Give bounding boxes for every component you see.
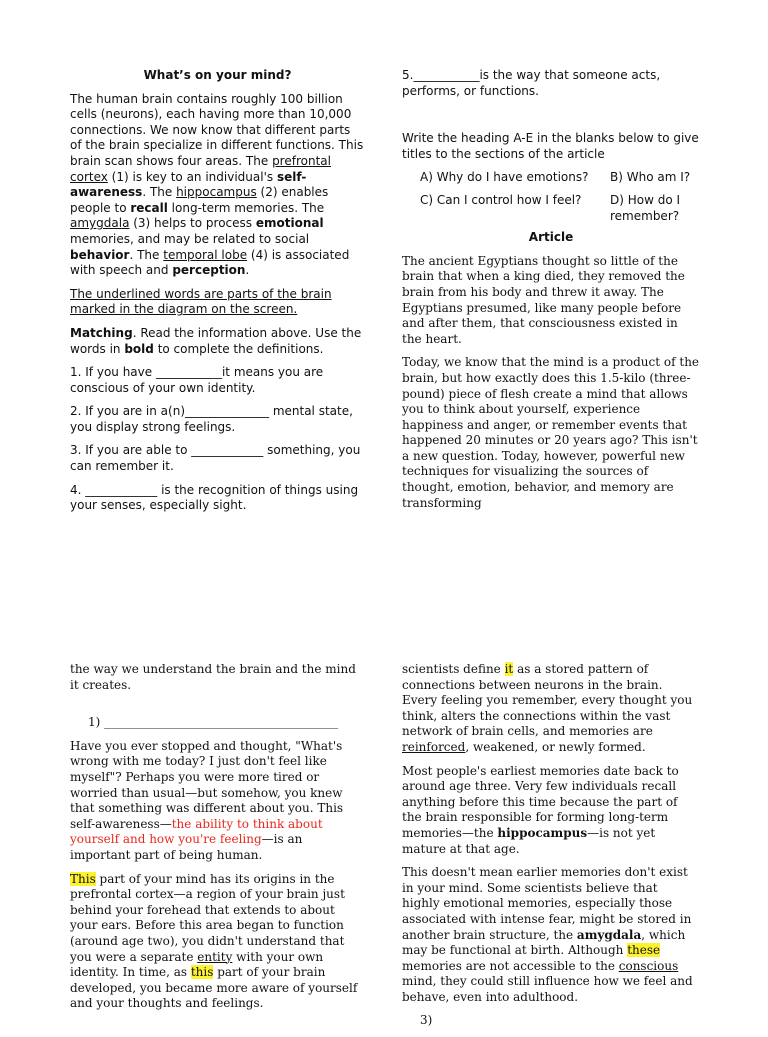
heading-options <box>420 170 700 224</box>
left-top-column <box>70 68 365 522</box>
question-5: 5.___________is the way that someone acts, performs, or functions. <box>402 68 661 98</box>
left-bottom-column <box>70 662 366 1020</box>
page-title: What’s on your mind? <box>143 68 292 82</box>
option-c: C) Can I control how I feel? <box>420 192 582 207</box>
question-1: 1. If you have ___________it means you are conscious of your own identity. <box>70 365 324 395</box>
heading-instructions: Write the heading A-E in the blanks below to give titles to the sections of the article <box>402 131 699 161</box>
underlined-note: The underlined words are parts of the brain marked in the diagram on the screen. <box>70 286 332 317</box>
prefrontal-paragraph: This part of your mind has its origins in the prefrontal cortex—a region of your brain just behind your forehead that extends to about your ears. Before this area began to function (around age two), you didn't understand that you were a separate entity with your own identity. In time, as this part of your brain developed, you became more aware of yourself and your thoughts and feelings. <box>70 871 358 1011</box>
earliest-memories-paragraph: Most people's earliest memories date back to around age three. Very few individuals recall anything before this time because the part of the brain responsible for forming long-term memories—the hippocampus—is not yet mature at that age. <box>402 763 679 856</box>
right-top-column <box>402 68 700 519</box>
intro-paragraph: The human brain contains roughly 100 billion cells (neurons), each having more than 10,000 connections. We now know that different parts of the brain specialize in different functions. This brain scan shows four areas. The prefrontal cortex (1) is key to an individual's self-awareness. The hippocampus (2) enables people to recall long-term memories. The amygdala (3) helps to process emotional memories, and may be related to social behavior. The temporal lobe (4) is associated with speech and perception. <box>70 91 364 278</box>
memory-definition-paragraph: scientists define it as a stored pattern of connections between neurons in the brain. Every feeling you remember, every thought you think, alters the connections within the vast network of brain cells, and memories are reinforced, weakened, or newly formed. <box>402 662 693 754</box>
self-awareness-paragraph: Have you ever stopped and thought, "What's wrong with me today? I just don't feel like myself"? Perhaps you were more tired or worried than usual—but somehow, you knew that something was different about you. This self-awareness—the ability to think about yourself and how you're feeling—is an important part of being human. <box>70 738 344 862</box>
section-blank-1: 1) _______________________________________ <box>88 715 339 730</box>
matching-instructions: Matching. Read the information above. Use the words in bold to complete the definitions. <box>70 325 362 356</box>
article-heading: Article <box>528 230 574 245</box>
question-2: 2. If you are in a(n)______________ mental state, you display strong feelings. <box>70 404 353 434</box>
right-bottom-column <box>402 662 698 1037</box>
continued-text: the way we understand the brain and the mind it creates. <box>70 662 356 692</box>
amygdala-paragraph: This doesn't mean earlier memories don't exist in your mind. Some scientists believe that highly emotional memories, especially those associated with intense fear, might be stored in another brain structure, the amygdala, which may be functional at birth. Although these memories are not accessible to the conscious mind, they could still influence how we feel and behave, even into adulthood. <box>402 865 693 1004</box>
question-4: 4. ____________ is the recognition of things using your senses, especially sight. <box>70 482 359 513</box>
article-paragraph-2: Today, we know that the mind is a product of the brain, but how exactly does this 1.5-kilo (three-pound) piece of flesh create a mind that allows you to think about yourself, experience happiness and anger, or remember events that happened 20 minutes or 20 years ago? This isn't a new question. Today, however, powerful new techniques for visualizing the sources of thought, emotion, behavior, and memory are transforming <box>402 355 700 510</box>
option-a: A) Why do I have emotions? <box>420 170 589 185</box>
option-b: B) Who am I? <box>610 170 691 185</box>
question-3: 3. If you are able to ____________ something, you can remember it. <box>70 443 361 474</box>
article-paragraph-1: The ancient Egyptians thought so little of the brain that when a king died, they removed the brain from his body and threw it away. The Egyptians presumed, like many people before and after them, that consciousness existed in the heart. <box>402 253 685 346</box>
section-blank-3: 3) <box>420 1013 433 1028</box>
option-d: D) How do I remember? <box>610 192 681 223</box>
